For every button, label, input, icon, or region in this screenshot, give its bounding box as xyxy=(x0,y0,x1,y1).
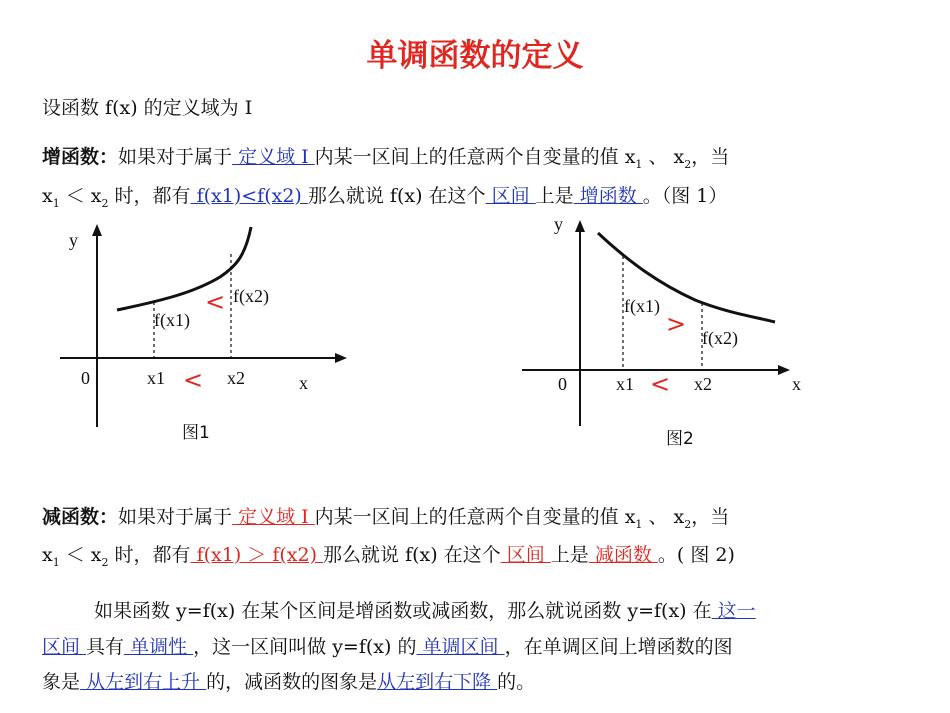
text: 如果对于属于 xyxy=(118,506,233,528)
less-than-f: < xyxy=(205,288,226,316)
subscript: 1 xyxy=(635,517,643,531)
x-label: x xyxy=(299,373,308,393)
summary-line-2 xyxy=(42,632,733,659)
fx1-label: f(x1) xyxy=(624,296,660,316)
figure-2-caption: 图2 xyxy=(666,429,694,449)
y-label: y xyxy=(554,214,563,234)
text: 那么就说 f(x) 在这个 xyxy=(307,185,486,207)
subscript: 2 xyxy=(684,517,692,531)
fx1-label: f(x1) xyxy=(154,310,190,330)
text: ，当 xyxy=(691,506,730,528)
text: ＜ x xyxy=(59,185,102,207)
subscript: 2 xyxy=(101,555,109,569)
blank-monotone-interval: 单调区间 xyxy=(416,636,505,658)
x-arrow xyxy=(778,365,790,375)
less-than-x: < xyxy=(183,366,204,394)
subscript: 1 xyxy=(635,157,643,171)
blank-falling: 从左到右下降 xyxy=(377,671,498,693)
text: ＜ x xyxy=(59,544,102,566)
increasing-line-1 xyxy=(42,142,729,171)
y-arrow xyxy=(575,220,585,232)
text: 上是 xyxy=(550,544,589,566)
increasing-label: 增函数： xyxy=(42,146,119,168)
text: 的。 xyxy=(497,671,536,693)
text: 如果对于属于 xyxy=(118,146,233,168)
summary-line-1 xyxy=(94,596,756,623)
subscript: 2 xyxy=(684,157,692,171)
x2-label: x2 xyxy=(227,368,245,388)
less-than-x: < xyxy=(650,370,671,398)
x-label: x xyxy=(792,374,801,394)
text: 内某一区间上的任意两个自变量的值 x xyxy=(314,146,636,168)
figure-1-caption: 图1 xyxy=(182,423,210,443)
figure-1 xyxy=(55,222,365,456)
x1-label: x1 xyxy=(616,374,634,394)
intro-text: 设函数 f(x) 的定义域为 I xyxy=(42,97,253,119)
x2-label: x2 xyxy=(694,374,712,394)
x-arrow xyxy=(335,353,347,363)
figure-2-graph xyxy=(520,208,830,453)
blank-domain: 定义域 I xyxy=(232,506,315,528)
origin-label: 0 xyxy=(558,374,567,394)
blank-rising: 从左到右上升 xyxy=(80,671,207,693)
decreasing-line-1 xyxy=(42,502,729,531)
blank-this-interval-cont: 区间 xyxy=(42,636,87,658)
fx2-label: f(x2) xyxy=(702,328,738,348)
origin-label: 0 xyxy=(81,368,90,388)
fx2-label: f(x2) xyxy=(233,286,269,306)
greater-than-f: > xyxy=(666,310,687,338)
blank-this-interval: 这一 xyxy=(711,600,756,622)
y-label: y xyxy=(69,230,78,250)
text: 时，都有 xyxy=(108,185,191,207)
text: x xyxy=(42,185,53,207)
text: ，当 xyxy=(691,146,730,168)
decreasing-label: 减函数： xyxy=(42,506,119,528)
text: 。（图 1） xyxy=(642,185,728,207)
y-arrow xyxy=(92,224,102,236)
text: 、 x xyxy=(642,506,685,528)
increasing-line-2 xyxy=(42,181,727,210)
text: 、 x xyxy=(642,146,685,168)
text: 象是 xyxy=(42,671,81,693)
blank-interval: 区间 xyxy=(500,544,551,566)
text: ，在单调区间上增函数的图 xyxy=(504,636,733,658)
text: 上是 xyxy=(535,185,574,207)
text: 的，减函数的图象是 xyxy=(206,671,378,693)
text: 如果函数 y=f(x) 在某个区间是增函数或减函数，那么就说函数 y=f(x) 在 xyxy=(94,600,712,622)
subscript: 2 xyxy=(101,196,109,210)
blank-domain: 定义域 I xyxy=(232,146,315,168)
text: 具有 xyxy=(86,636,125,658)
subscript: 1 xyxy=(52,196,60,210)
text: 内某一区间上的任意两个自变量的值 x xyxy=(314,506,636,528)
blank-inequality: f(x1)<f(x2) xyxy=(190,185,308,207)
text: 时，都有 xyxy=(108,544,191,566)
text: x xyxy=(42,544,53,566)
figure-2 xyxy=(520,208,830,457)
text: 那么就说 f(x) 在这个 xyxy=(323,544,501,566)
x1-label: x1 xyxy=(147,368,165,388)
figure-1-graph xyxy=(55,222,365,452)
blank-interval: 区间 xyxy=(485,185,536,207)
blank-kind: 减函数 xyxy=(588,544,658,566)
summary-line-3 xyxy=(42,667,535,694)
blank-kind: 增函数 xyxy=(573,185,643,207)
text: 。( 图 2) xyxy=(657,544,735,566)
subscript: 1 xyxy=(52,555,60,569)
blank-monotonicity: 单调性 xyxy=(124,636,194,658)
decreasing-line-2 xyxy=(42,540,735,569)
page-title: 单调函数的定义 xyxy=(366,38,584,74)
blank-inequality: f(x1) ＞ f(x2) xyxy=(190,544,324,566)
text: ，这一区间叫做 y=f(x) 的 xyxy=(193,636,417,658)
